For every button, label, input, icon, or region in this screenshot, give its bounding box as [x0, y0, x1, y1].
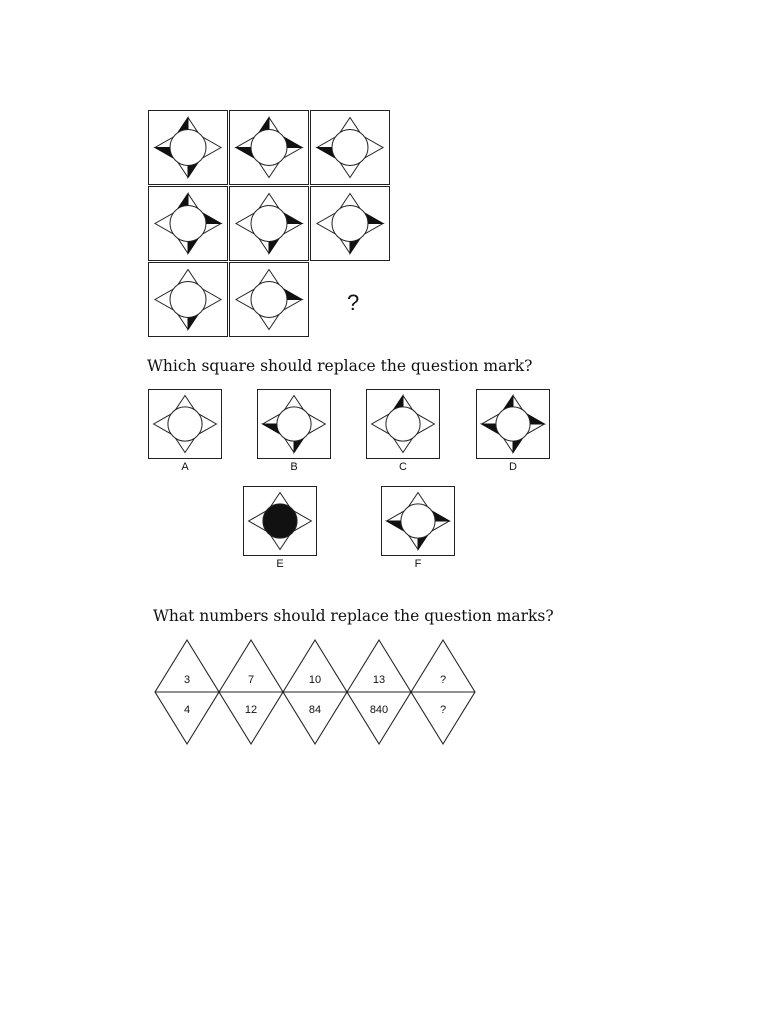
option-d[interactable]: [476, 389, 550, 475]
star-figure-icon: [477, 390, 549, 458]
hollow-circle: [277, 407, 311, 441]
star-figure-icon: [311, 111, 389, 184]
matrix-cell: [310, 110, 390, 185]
hollow-circle: [332, 206, 368, 242]
hollow-circle: [251, 130, 287, 166]
hollow-circle: [332, 130, 368, 166]
option-figure: [148, 389, 222, 459]
star-figure-icon: [367, 390, 439, 458]
option-label: F: [414, 558, 422, 570]
option-a[interactable]: [148, 389, 222, 475]
diamond-bottom-number: 12: [244, 704, 258, 716]
star-figure-icon: [149, 187, 227, 260]
star-figure-icon: [230, 187, 308, 260]
hollow-circle: [170, 206, 206, 242]
hollow-circle: [386, 407, 420, 441]
star-figure-icon: [149, 390, 221, 458]
hollow-circle: [251, 206, 287, 242]
star-figure-icon: [149, 263, 227, 336]
matrix-cell: [229, 186, 309, 261]
diamond-bottom-number: 84: [308, 704, 322, 716]
diamond-top-number: 10: [308, 674, 322, 686]
star-figure-icon: [244, 487, 316, 555]
hollow-circle: [401, 504, 435, 538]
option-label: D: [509, 461, 517, 473]
diamond-top-number: ?: [439, 674, 447, 686]
option-label: E: [276, 558, 284, 570]
star-figure-icon: [258, 390, 330, 458]
hollow-circle: [170, 130, 206, 166]
star-figure-icon: [230, 263, 308, 336]
option-label: B: [290, 461, 298, 473]
option-figure: [257, 389, 331, 459]
option-f[interactable]: [381, 486, 455, 572]
option-figure: [381, 486, 455, 556]
option-figure: [243, 486, 317, 556]
diamond-bottom-number: ?: [439, 704, 447, 716]
diamond-number-puzzle: [150, 636, 480, 748]
hollow-circle: [251, 282, 287, 318]
hollow-circle: [168, 407, 202, 441]
diamond-outlines: [155, 640, 475, 744]
matrix-cell: [229, 262, 309, 337]
hollow-circle: [170, 282, 206, 318]
matrix-cell: [148, 110, 228, 185]
hollow-circle: [496, 407, 530, 441]
option-figure: [476, 389, 550, 459]
option-b[interactable]: [257, 389, 331, 475]
diamond-top-number: 13: [372, 674, 386, 686]
number-question: What numbers should replace the question marks?: [153, 607, 554, 625]
diamond-bottom-number: 4: [183, 704, 191, 716]
matrix-question: Which square should replace the question mark?: [147, 357, 533, 375]
option-label: C: [399, 461, 407, 473]
matrix-cell: [148, 262, 228, 337]
star-figure-icon: [149, 111, 227, 184]
star-figure-icon: [230, 111, 308, 184]
star-figure-icon: [382, 487, 454, 555]
filled-circle: [263, 504, 297, 538]
diamond-bottom-number: 840: [369, 704, 389, 716]
diamond-top-number: 7: [247, 674, 255, 686]
matrix-cell: [148, 186, 228, 261]
option-label: A: [181, 461, 189, 473]
missing-cell-question-mark: ?: [347, 290, 360, 315]
matrix-cell: [310, 186, 390, 261]
diamond-top-number: 3: [183, 674, 191, 686]
option-e[interactable]: [243, 486, 317, 572]
star-figure-icon: [311, 187, 389, 260]
matrix-cell: [229, 110, 309, 185]
option-figure: [366, 389, 440, 459]
option-c[interactable]: [366, 389, 440, 475]
